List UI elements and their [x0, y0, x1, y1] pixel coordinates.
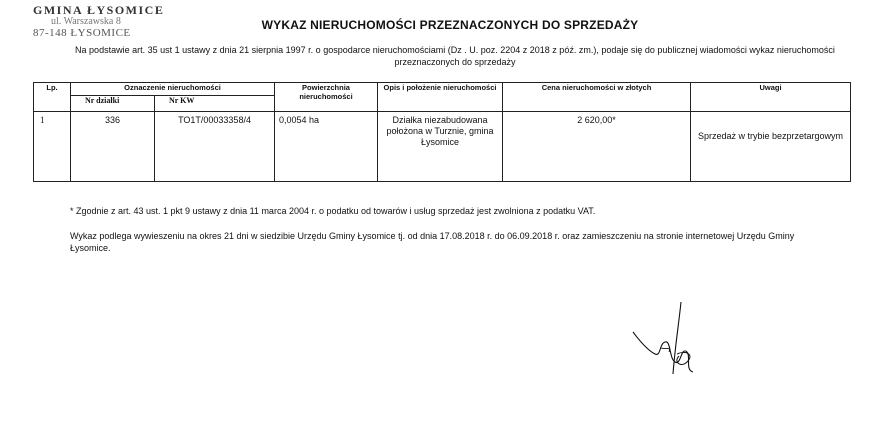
document-title: WYKAZ NIERUCHOMOŚCI PRZEZNACZONYCH DO SPRZEDAŻY [261, 18, 639, 32]
cell-opis: Działka niezabudowana położona w Turznie, gmina Łysomice [378, 112, 503, 182]
header-cena: Cena nieruchomości w złotych [503, 83, 691, 112]
vat-footnote: * Zgodnie z art. 43 ust. 1 pkt 9 ustawy z dnia 11 marca 2004 r. o podatku od towarów i usług sprzedaż jest zwolniona z podatku VAT. [70, 206, 596, 216]
office-stamp [33, 4, 183, 39]
cell-nr-dzialki: 336 [71, 112, 155, 182]
header-nr-dzialki: Nr działki [71, 96, 155, 112]
cell-lp: 1 [34, 112, 71, 182]
cell-powierzchnia: 0,0054 ha [275, 112, 378, 182]
header-powierzchnia: Powierzchnia nieruchomości [275, 83, 378, 112]
cell-nr-kw: TO1T/00033358/4 [155, 112, 275, 182]
header-uwagi: Uwagi [691, 83, 851, 112]
cell-uwagi: Sprzedaż w trybie bezprzetargowym [691, 112, 851, 182]
intro-paragraph: Na podstawie art. 35 ust 1 ustawy z dnia 21 sierpnia 1997 r. o gospodarce nieruchomościami (Dz . U. poz. 2204 z 2018 z póź. zm.), podaje się do publicznej wiadomości wykaz nieruchomości przeznaczonych do sprzedaży [75, 45, 835, 67]
notice-paragraph: Wykaz podlega wywieszeniu na okres 21 dni w siedzibie Urzędu Gminy Łysomice tj. od dnia 17.08.2018 r. do 06.09.2018 r. oraz zamieszczeniu na stronie internetowej Urzędu Gminy Łysomice. [70, 231, 795, 253]
header-opis: Opis i położenie nieruchomości [378, 83, 503, 112]
stamp-line-1: GMINA ŁYSOMICE [33, 3, 165, 17]
signature-icon [625, 292, 705, 377]
table-row [34, 112, 851, 182]
header-oznaczenie: Oznaczenie nieruchomości [71, 83, 275, 96]
stamp-line-3: 87-148 ŁYSOMICE [33, 27, 131, 39]
stamp-line-2: ul. Warszawska 8 [51, 16, 121, 27]
header-nr-kw: Nr KW [155, 96, 275, 112]
cell-cena: 2 620,00* [503, 112, 691, 182]
property-table [33, 82, 851, 182]
header-lp: Lp. [34, 83, 71, 112]
